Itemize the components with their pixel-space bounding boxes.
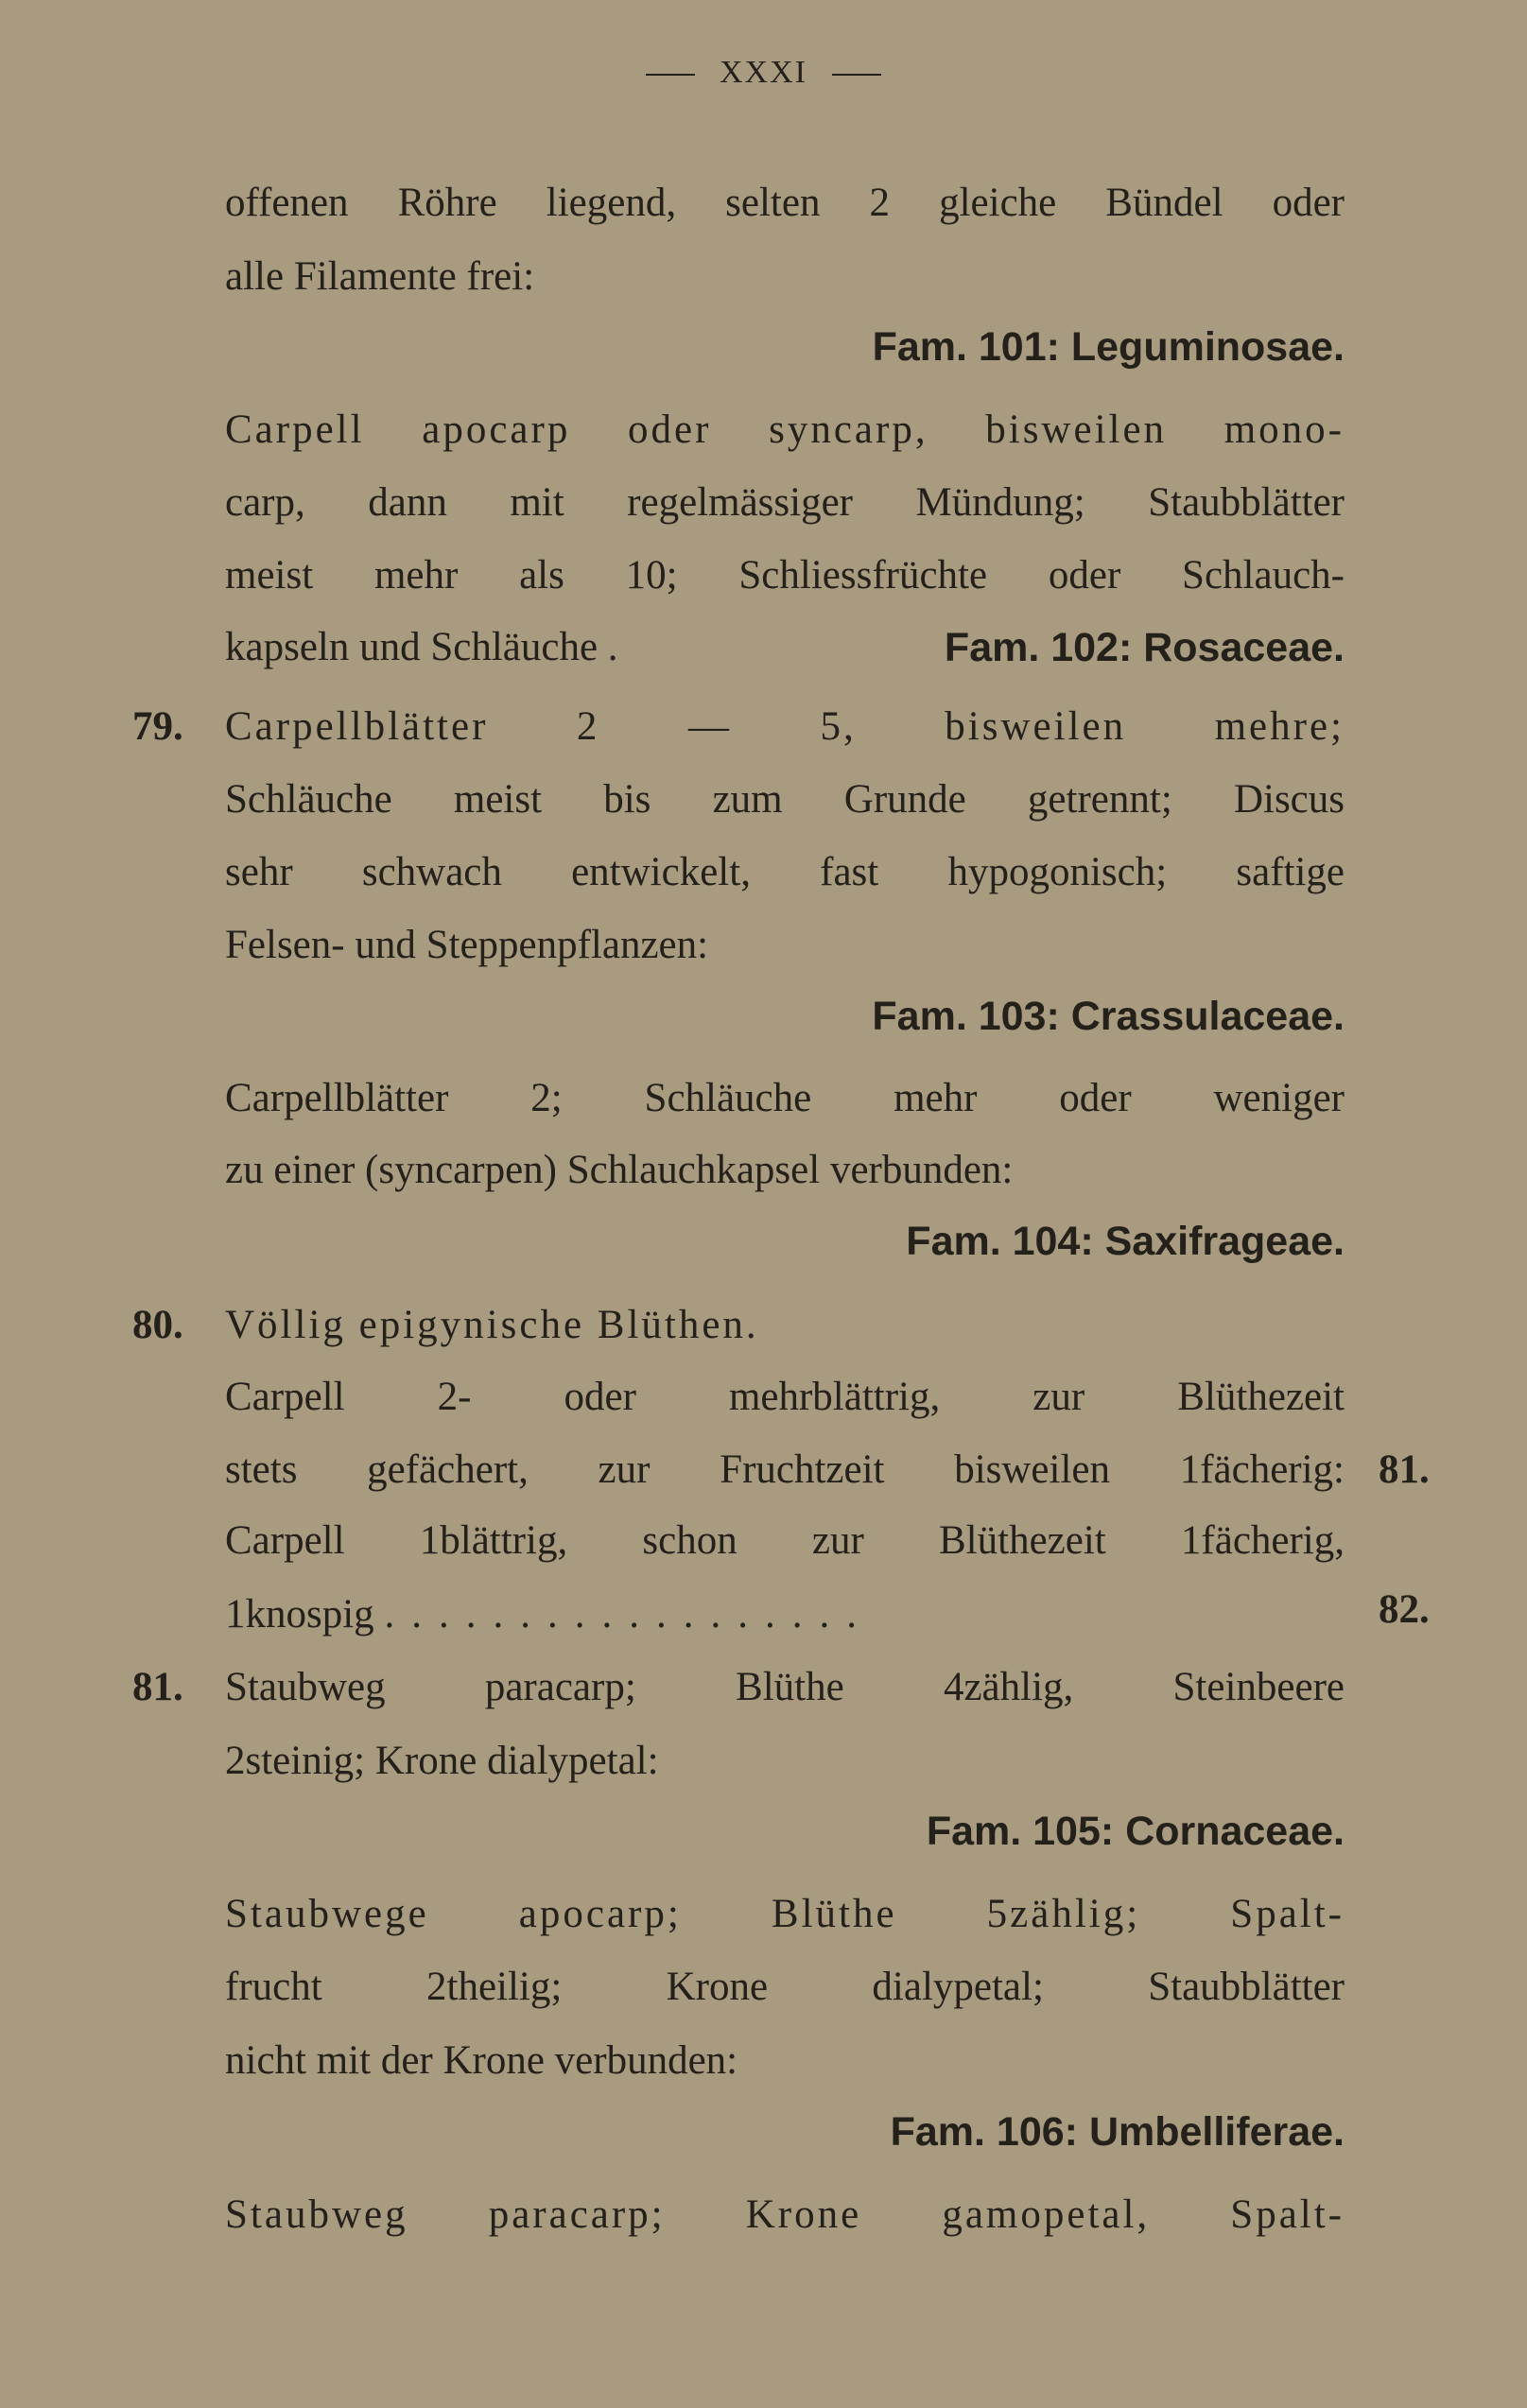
text-line: frucht 2theilig; Krone dialypetal; Staubblätter <box>225 1965 1345 2009</box>
text-line: Carpellblätter 2 — 5, bisweilen mehre; <box>225 704 1345 749</box>
key-number: 79. <box>132 704 183 749</box>
text-line: Staubweg paracarp; Blüthe 4zählig, Steinbeere <box>225 1665 1345 1709</box>
text-line: Felsen- und Steppenpflanzen: <box>225 923 709 967</box>
text-line: Carpellblätter 2; Schläuche mehr oder weniger <box>225 1076 1345 1120</box>
text-line: meist mehr als 10; Schliessfrüchte oder Schlauch- <box>225 553 1345 598</box>
text-fragment: 1knospig <box>225 1592 374 1637</box>
text-line: offenen Röhre liegend, selten 2 gleiche Bündel oder <box>225 181 1345 225</box>
text-line: 2steinig; Krone dialypetal: <box>225 1739 659 1783</box>
key-reference: 82. <box>1379 1587 1430 1632</box>
text-line: Carpell 1blättrig, schon zur Blüthezeit 1fächerig, <box>225 1518 1345 1563</box>
text-line: Carpell apocarp oder syncarp, bisweilen mono- <box>225 407 1345 452</box>
family-heading: Fam. 106: Umbelliferae. <box>890 2109 1345 2155</box>
page-header <box>0 55 1527 91</box>
family-heading: Fam. 105: Cornaceae. <box>926 1809 1345 1854</box>
text-line: Völlig epigynische Blüthen. <box>225 1303 759 1347</box>
family-heading: Fam. 102: Rosaceae. <box>944 625 1345 670</box>
header-dash-right <box>832 74 881 76</box>
page-number: XXXI <box>720 55 807 90</box>
key-number: 81. <box>132 1665 183 1709</box>
leader-dots: .................. <box>384 1592 874 1637</box>
text-line: Carpell 2- oder mehrblättrig, zur Blüthezeit <box>225 1375 1345 1419</box>
key-reference: 81. <box>1379 1447 1430 1492</box>
text-line: Staubwege apocarp; Blüthe 5zählig; Spalt- <box>225 1892 1345 1936</box>
family-heading: Fam. 104: Saxifrageae. <box>906 1219 1345 1264</box>
text-line: sehr schwach entwickelt, fast hypogonisch; saftige <box>225 850 1345 894</box>
family-heading: Fam. 101: Leguminosae. <box>872 324 1345 370</box>
key-number: 80. <box>132 1303 183 1347</box>
header-dash-left <box>646 74 695 76</box>
text-line <box>225 1591 1345 1638</box>
text-line: Staubweg paracarp; Krone gamopetal, Spalt- <box>225 2192 1345 2237</box>
text-line: carp, dann mit regelmässiger Mündung; Staubblätter <box>225 480 1345 525</box>
text-fragment: kapseln und Schläuche . <box>225 625 618 669</box>
text-line: nicht mit der Krone verbunden: <box>225 2038 738 2083</box>
text-line: Schläuche meist bis zum Grunde getrennt; Discus <box>225 777 1345 822</box>
family-heading: Fam. 103: Crassulaceae. <box>872 994 1345 1039</box>
text-line: stets gefächert, zur Fruchtzeit bisweilen 1fächerig: <box>225 1447 1345 1492</box>
text-line: zu einer (syncarpen) Schlauchkapsel verbunden: <box>225 1148 1014 1192</box>
text-line: alle Filamente frei: <box>225 254 535 299</box>
